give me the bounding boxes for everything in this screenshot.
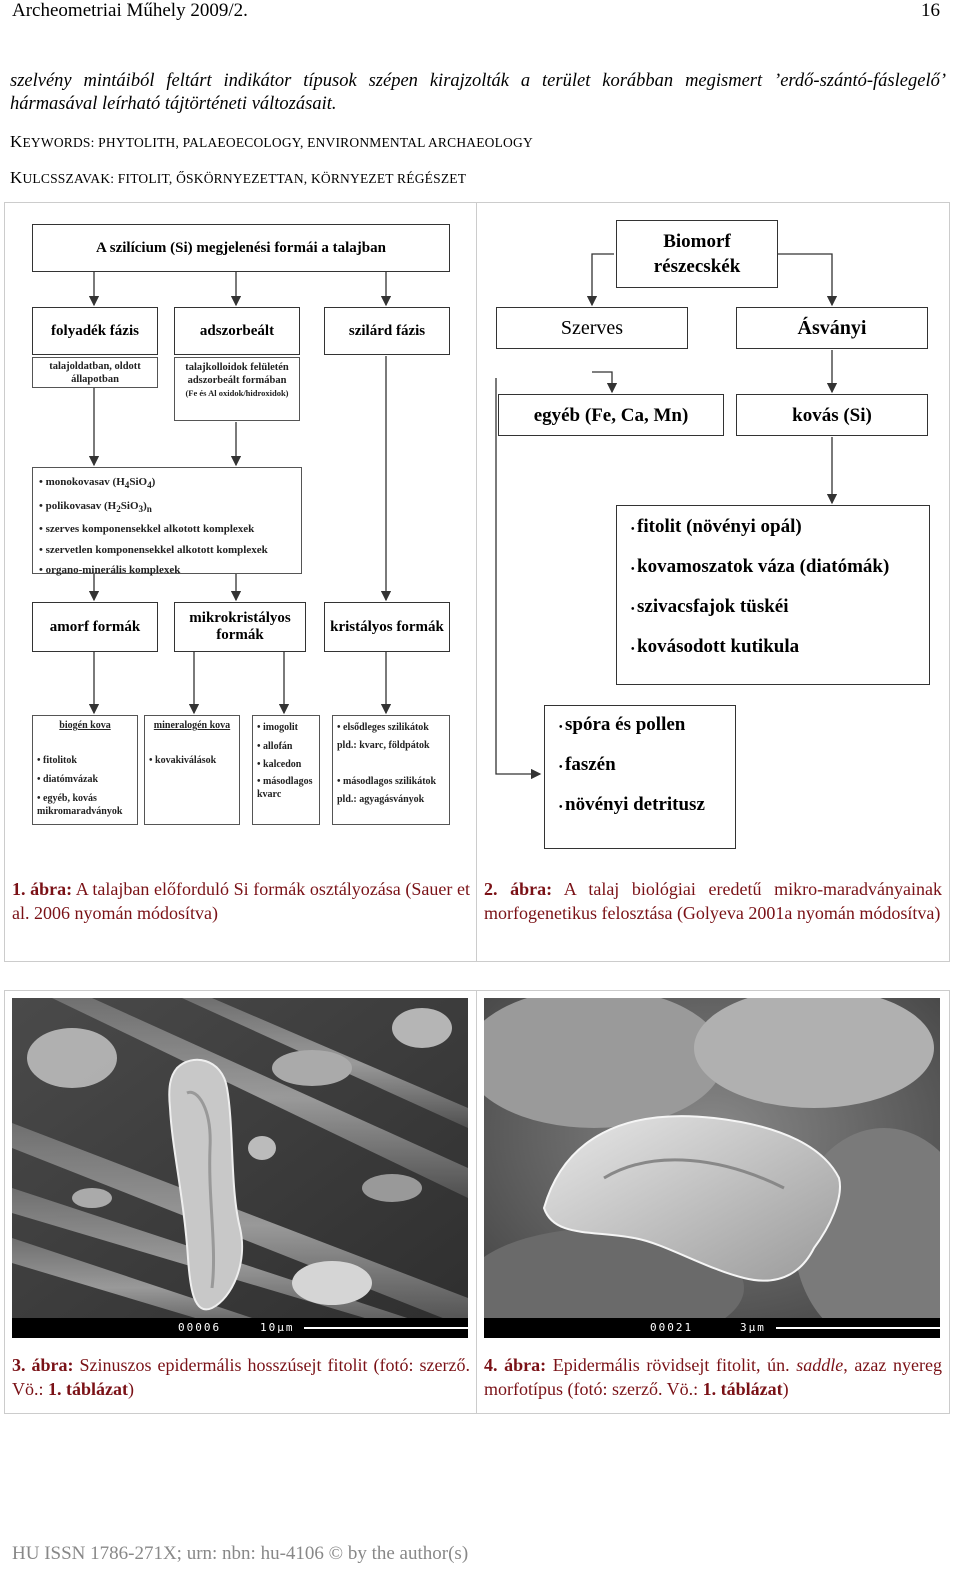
phase-adsorbed-box: adszorbeált (174, 307, 300, 355)
mineral-box: Ásványi (736, 307, 928, 349)
adsorbed-note: talajkolloidok felületén adszorbeált formában (Fe és Al oxidok/hidroxidok) (174, 357, 300, 421)
journal-title: Archeometriai Műhely 2009/2. (12, 0, 248, 21)
figure3-caption: 3. ábra: Szinuszos epidermális hosszúsejt fitolit (fotó: szerző. Vö.: 1. táblázat) (12, 1355, 471, 1399)
crystalline-forms-box: kristályos formák (324, 602, 450, 652)
list-item: • fitolit (növényi opál) (631, 516, 802, 537)
figure2-caption: 2. ábra: A talaj biológiai eredetű mikro-maradványainak morfogenetikus felosztása (Golyeva 2001a nyomán módosítva) (484, 879, 942, 923)
list-item: • szivacsfajok tüskéi (631, 596, 789, 617)
abstract-text: szelvény mintáiból feltárt indikátor típusok szépen kirajzolták a terület korábban megismert ’erdő-szántó-fáslegelő’ hármasával leírható tájtörténeti változásait. (10, 71, 946, 114)
list-item: • organo-minerális komplexek (39, 564, 181, 577)
organic-microremains-box (544, 705, 736, 849)
list-item: • kovásodott kutikula (631, 636, 800, 657)
silicates-box: • elsődleges szilikátok pld.: kvarc, földpátok • másodlagos szilikátok pld.: agyagásványok (332, 715, 450, 825)
phase-liquid-box: folyadék fázis (32, 307, 158, 355)
list-item: • növényi detritusz (559, 794, 705, 815)
organic-box: Szerves (496, 307, 688, 349)
list-item: • polikovasav $(H_2SiO_3)_n$ (39, 499, 152, 514)
list-item: • monokovasav $(H_4SiO_4)$ (39, 476, 156, 491)
list-item: • szerves komponensekkel alkotott komplexek (39, 523, 255, 536)
sem-photo-saddle-phytolith (484, 998, 940, 1338)
keywords-en: KEYWORDS: PHYTOLITH, PALAEOECOLOGY, ENVIRONMENTAL ARCHAEOLOGY (10, 132, 533, 151)
page-number: 16 (921, 0, 940, 21)
biogenic-silica-box: biogén kova • fitolitok • diatómvázak • egyéb, kovás mikromaradványok (32, 715, 138, 825)
list-item: • kovamoszatok váza (diatómák) (631, 556, 890, 577)
imogolite-box: • imogolit • allofán • kalcedon • másodlagos kvarc (252, 715, 320, 825)
silica-microremains-box (616, 505, 930, 685)
list-item: • szervetlen komponensekkel alkotott komplexek (39, 543, 268, 556)
list-item: • spóra és pollen (559, 714, 686, 735)
silicic-acid-list (32, 467, 302, 577)
other-elements-box: egyéb (Fe, Ca, Mn) (498, 394, 724, 436)
footer-issn: HU ISSN 1786-271X; urn: nbn: hu-4106 © by the author(s) (12, 1543, 469, 1564)
figure4-caption: 4. ábra: Epidermális rövidsejt fitolit, ún. saddle, azaz nyereg morfotípus (fotó: szerző. Vö.: 1. táblázat) (484, 1355, 942, 1399)
scale-bar: 00006 10μm (12, 1318, 468, 1338)
liquid-note: talajoldatban, oldott állapotban (32, 357, 158, 388)
amorphous-forms-box: amorf formák (32, 602, 158, 652)
phase-solid-box: szilárd fázis (324, 307, 450, 355)
keywords-hu: KULCSSZAVAK: FITOLIT, ŐSKÖRNYEZETTAN, KÖRNYEZET RÉGÉSZET (10, 168, 467, 187)
biomorph-particles-box: Biomorf részecskék (616, 220, 778, 288)
mineral-silica-box: mineralogén kova • kovakiválások (144, 715, 240, 825)
sem-photo-phytolith-long-cell (12, 998, 468, 1338)
si-title-box: A szilícium (Si) megjelenési formái a talajban (32, 224, 450, 272)
list-item: • faszén (559, 754, 616, 775)
microcrystalline-forms-box: mikrokristályos formák (174, 602, 306, 652)
scale-bar: 00021 3μm (484, 1318, 940, 1338)
figure1-caption: 1. ábra: A talajban előforduló Si formák osztályozása (Sauer et al. 2006 nyomán módosítva) (12, 879, 470, 923)
siliceous-box: kovás (Si) (736, 394, 928, 436)
